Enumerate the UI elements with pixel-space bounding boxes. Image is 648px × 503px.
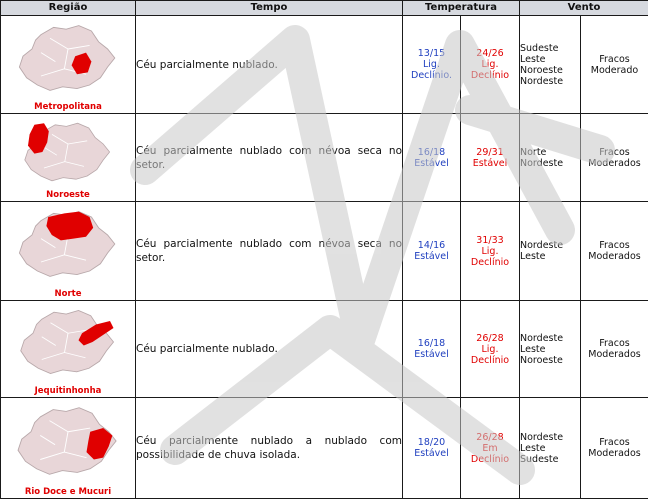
state-map-metropolitana (9, 22, 127, 94)
wind-direction: Leste (520, 251, 546, 262)
temp-max-cell (461, 114, 520, 202)
header-regiao: Região (1, 1, 136, 16)
wind-direction: Nordeste (520, 75, 564, 87)
wind-intensity: Fracos (599, 240, 630, 251)
temp-min-value: 18/20 (417, 437, 446, 448)
region-map-cell (1, 398, 136, 499)
temp-max-trend: Declínio (470, 354, 510, 366)
table-row (1, 114, 648, 202)
region-name: Jequitinhonha (34, 386, 102, 396)
table-row (1, 16, 648, 114)
wind-direction: Sudeste (520, 453, 559, 465)
temp-max-trend: Lig. (481, 343, 499, 355)
temp-max-trend: Declínio (470, 256, 510, 268)
wind-direction: Leste (520, 53, 546, 65)
temp-max-trend: Lig. (481, 245, 499, 257)
wind-direction: Nordeste (520, 332, 564, 344)
tempo-cell: Céu parcialmente nublado. (136, 301, 403, 398)
wind-intensity: Fracos (599, 53, 630, 65)
table-row (1, 202, 648, 301)
header-vento: Vento (520, 1, 648, 16)
temp-max-cell (461, 301, 520, 398)
temp-max-value: 29/31 (476, 146, 504, 158)
temp-max-value: 24/26 (476, 48, 504, 59)
temp-min-trend: Declínio. (411, 70, 452, 81)
region-name: Norte (54, 289, 82, 299)
tempo-cell: Céu parcialmente nublado. (136, 16, 403, 114)
state-map-norte (9, 208, 127, 280)
wind-direction-cell (520, 202, 581, 301)
wind-direction: Leste (520, 343, 546, 355)
wind-direction-cell (520, 114, 581, 202)
header-row (1, 1, 648, 16)
temp-min-value: 16/18 (417, 146, 446, 158)
wind-direction: Nordeste (520, 240, 564, 251)
header-tempo: Tempo (136, 1, 403, 16)
region-name: Rio Doce e Mucuri (24, 487, 112, 497)
tempo-cell: Céu parcialmente nublado com névoa seca no setor. (136, 202, 403, 301)
wind-intensity: Moderados (588, 157, 641, 169)
wind-intensity-cell (581, 114, 648, 202)
tempo-cell: Céu parcialmente nublado com névoa seca no setor. (136, 114, 403, 202)
region-name: Noroeste (46, 190, 90, 200)
wind-direction-cell (520, 398, 581, 499)
temp-max-cell (461, 16, 520, 114)
wind-intensity-cell (581, 301, 648, 398)
temp-min-cell (403, 398, 461, 499)
wind-intensity: Fracos (599, 338, 630, 349)
temp-min-cell (403, 16, 461, 114)
temp-max-value: 26/28 (476, 332, 504, 344)
region-map-cell (1, 114, 136, 202)
temp-min-trend: Estável (414, 157, 449, 169)
wind-direction: Noroeste (520, 354, 563, 366)
wind-direction-cell (520, 301, 581, 398)
wind-direction: Sudeste (520, 42, 559, 54)
wind-intensity-cell (581, 202, 648, 301)
temp-max-cell (461, 202, 520, 301)
wind-direction: Nordeste (520, 431, 564, 443)
wind-direction: Leste (520, 442, 546, 454)
wind-intensity: Fracos (599, 146, 630, 158)
temp-min-cell (403, 114, 461, 202)
temp-min-value: 16/18 (417, 338, 446, 349)
temp-max-value: 31/33 (476, 234, 504, 246)
wind-intensity: Moderados (588, 251, 641, 262)
tempo-cell: Céu parcialmente nublado a nublado com possibilidade de chuva isolada. (136, 398, 403, 499)
region-map-cell (1, 202, 136, 301)
temp-max-trend: Em (482, 442, 498, 454)
state-map-noroeste (13, 120, 123, 184)
region-name: Metropolitana (34, 102, 102, 112)
wind-direction: Nordeste (520, 157, 564, 169)
table-row (1, 398, 648, 499)
temp-min-value: 13/15 (417, 48, 446, 59)
table-row (1, 301, 648, 398)
temp-max-value: 26/28 (476, 431, 504, 443)
temp-max-trend: Estável (472, 157, 508, 169)
wind-intensity-cell (581, 16, 648, 114)
wind-intensity-cell (581, 398, 648, 499)
region-map-cell (1, 301, 136, 398)
wind-intensity: Moderados (588, 448, 641, 459)
temp-min-value: 14/16 (417, 240, 446, 251)
temp-min-trend: Estável (414, 448, 449, 459)
temp-max-trend: Declínio (470, 70, 510, 81)
wind-direction: Noroeste (520, 64, 563, 76)
region-map-cell (1, 16, 136, 114)
temp-max-trend: Declínio (470, 453, 510, 465)
header-temperatura: Temperatura (403, 1, 520, 16)
state-map-rio-doce-e-mucuri (9, 404, 127, 478)
temp-min-trend: Estável (414, 349, 449, 360)
temp-max-cell (461, 398, 520, 499)
wind-intensity: Moderado (590, 64, 639, 76)
temp-max-trend: Lig. (481, 59, 499, 70)
wind-direction: Norte (520, 146, 547, 158)
state-map-jequitinhonha (9, 307, 127, 377)
wind-direction-cell (520, 16, 581, 114)
temp-min-trend: Lig. (423, 59, 440, 70)
temp-min-cell (403, 301, 461, 398)
wind-intensity: Moderados (588, 349, 641, 360)
wind-intensity: Fracos (599, 437, 630, 448)
temp-min-cell (403, 202, 461, 301)
temp-min-trend: Estável (414, 251, 449, 262)
